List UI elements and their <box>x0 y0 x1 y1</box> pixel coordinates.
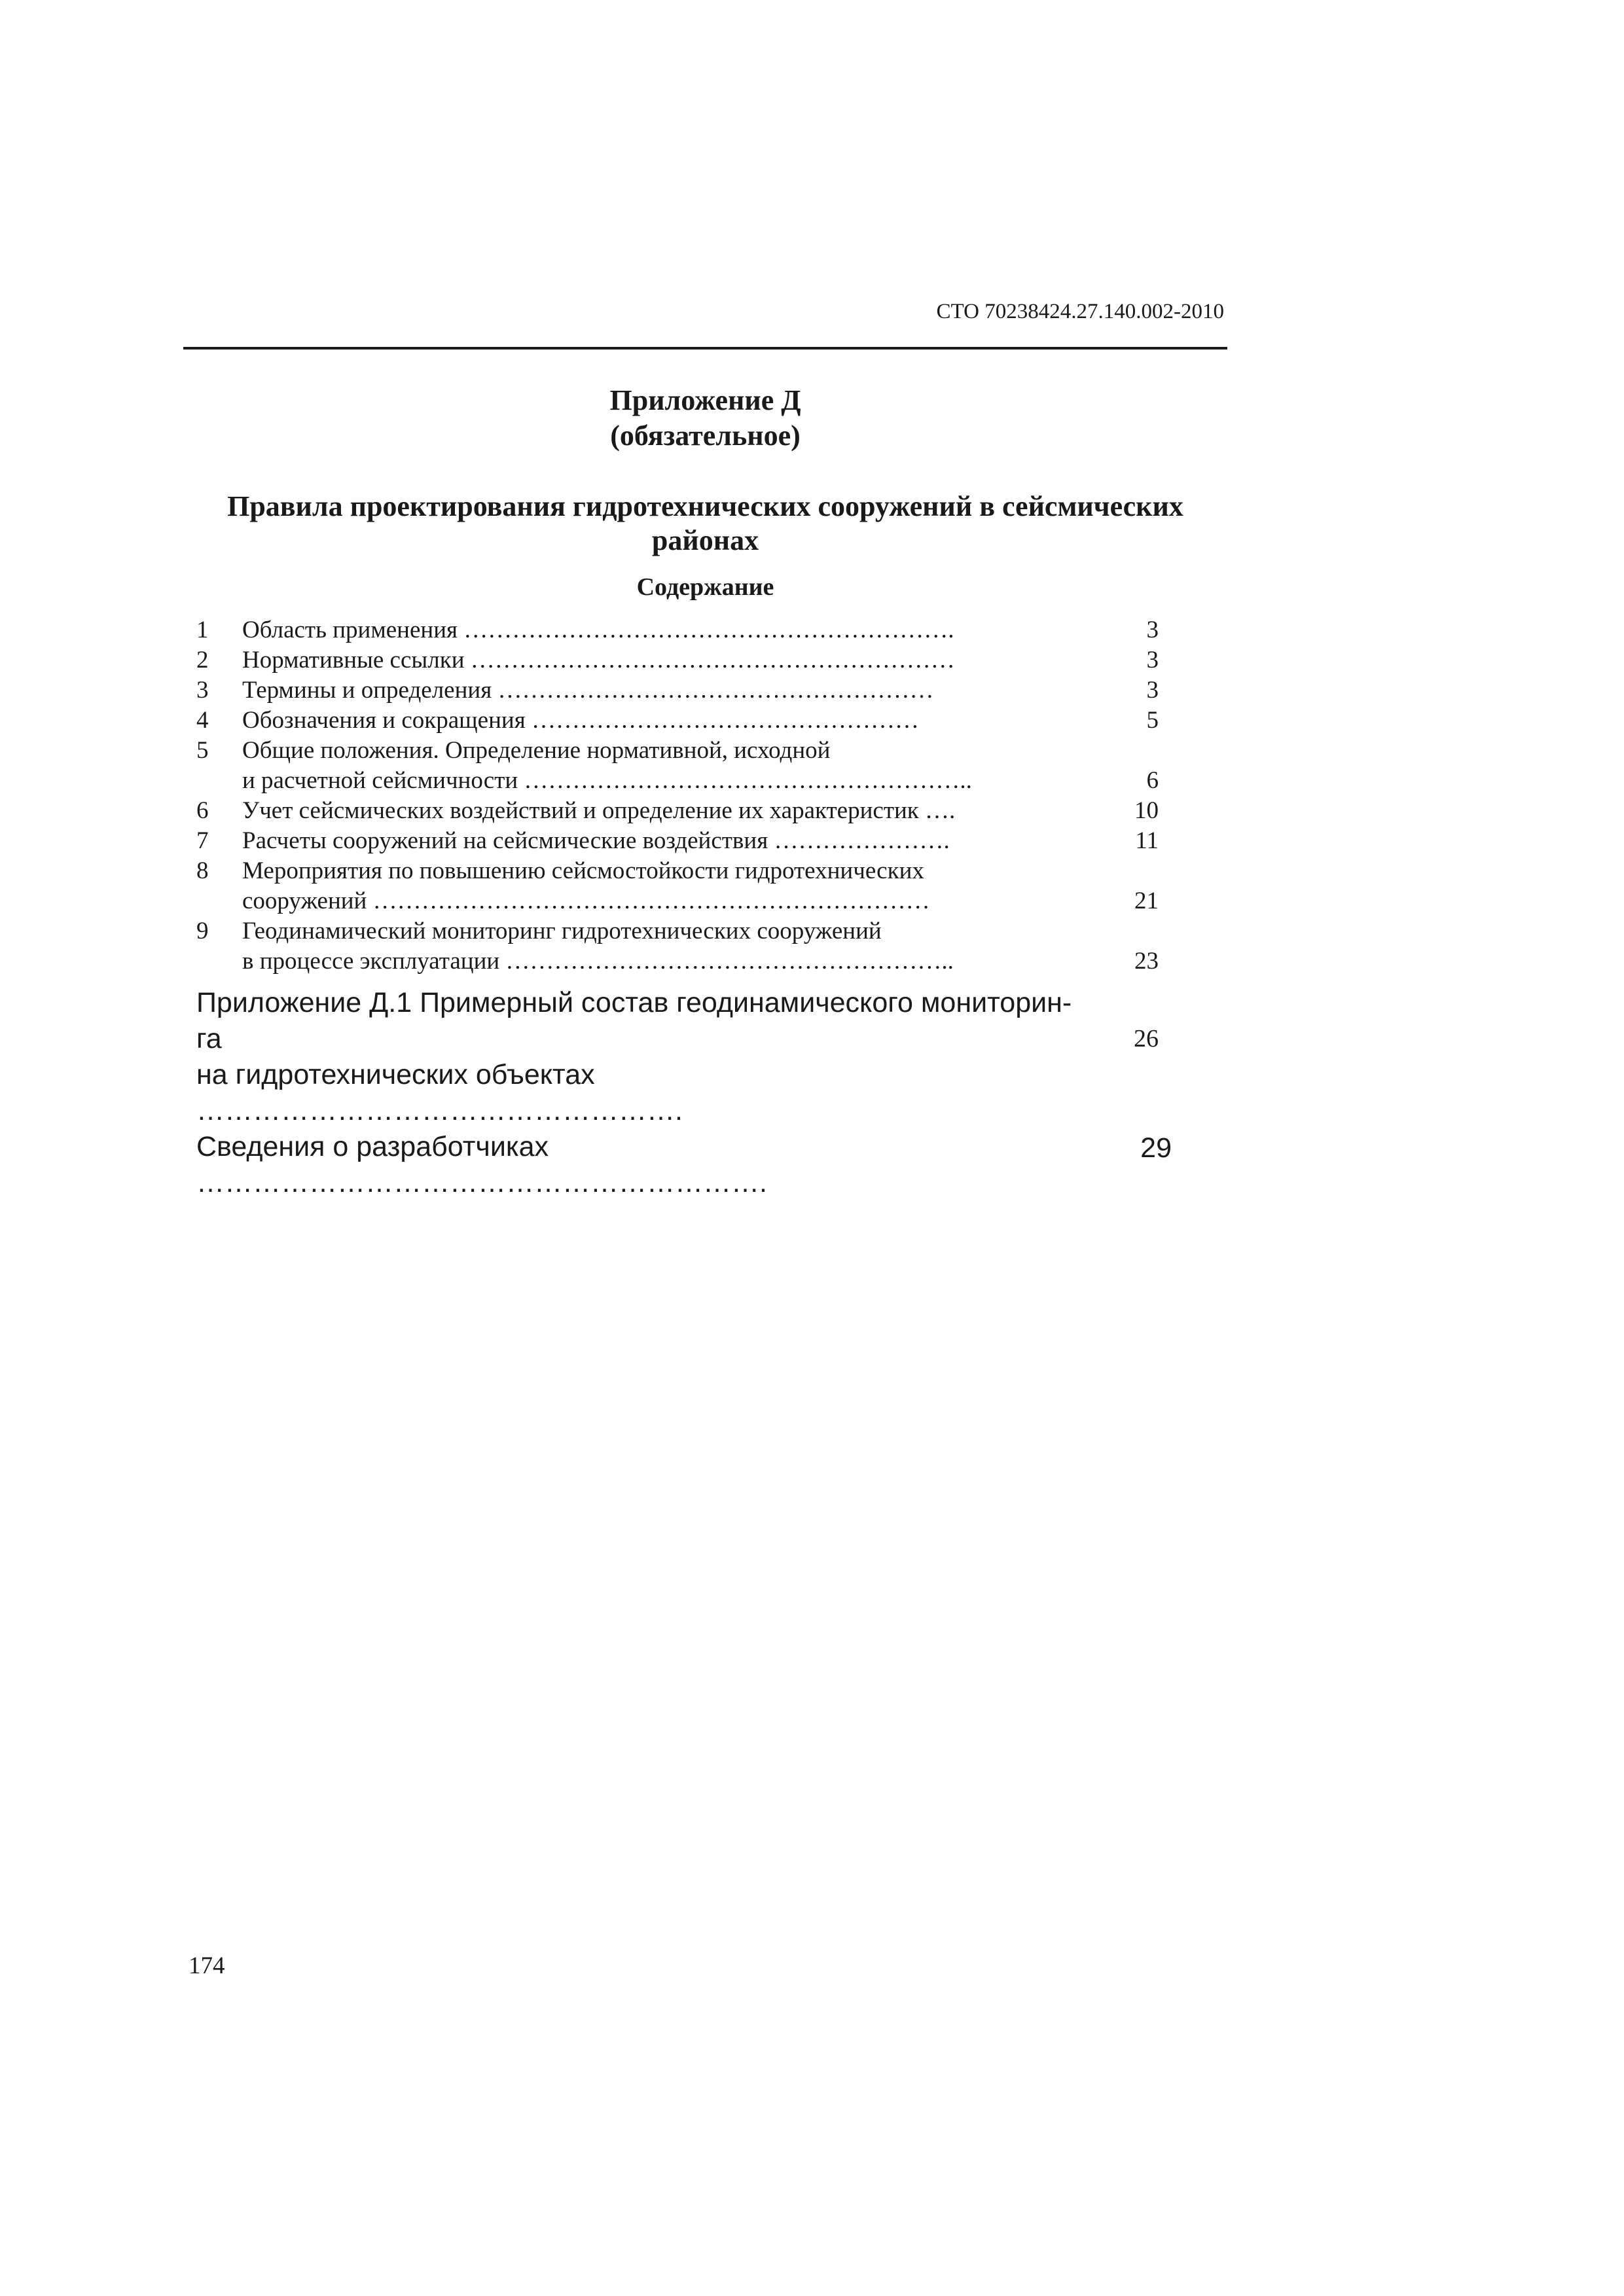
main-title-line-2: районах <box>651 524 759 556</box>
toc-item-text: Мероприятия по повышению сейсмостойкости гидротехнических сооружений …………………………………………………………… <box>242 857 930 914</box>
toc-item-7[interactable] <box>196 826 1178 856</box>
main-title-line-1: Правила проектирования гидротехнических сооружений в сейсмических <box>227 490 1183 522</box>
document-code: СТО 70238424.27.140.002-2010 <box>936 300 1224 323</box>
toc-item-1[interactable] <box>196 615 1178 645</box>
toc-item-text: Термины и определения ……………………………………………… <box>242 677 934 704</box>
toc-item-9[interactable] <box>196 916 1178 977</box>
toc-item-text: Обозначения и сокращения ………………………………………… <box>242 707 919 734</box>
toc-item-page: 5 <box>1146 707 1159 734</box>
table-of-contents <box>196 615 1178 977</box>
toc-item-text: Общие положения. Определение нормативной, исходной и расчетной сейсмичности ……………………………………………….. <box>242 737 972 794</box>
toc-item-8[interactable] <box>196 856 1178 916</box>
toc-item-number: 5 <box>196 737 209 764</box>
toc-item-page: 3 <box>1146 617 1159 643</box>
toc-item-number: 3 <box>196 677 209 704</box>
toc-item-text: Нормативные ссылки …………………………………………………… <box>242 647 955 673</box>
toc-item-number: 7 <box>196 827 209 854</box>
toc-appendix-d1-page: 26 <box>1134 1025 1159 1052</box>
toc-developers-text: Сведения о разработчиках ……………………………………………………. <box>196 1131 767 1198</box>
toc-item-number: 4 <box>196 707 209 734</box>
toc-item-6[interactable] <box>196 796 1178 826</box>
toc-item-page: 11 <box>1135 827 1159 854</box>
header-rule <box>183 347 1227 350</box>
toc-item-number: 9 <box>196 918 209 944</box>
toc-item-number: 8 <box>196 857 209 884</box>
toc-item-page: 23 <box>1134 948 1159 975</box>
page-number: 174 <box>189 1952 225 1979</box>
toc-appendix-d1[interactable] <box>196 985 1178 1129</box>
toc-developers[interactable] <box>196 1129 1178 1201</box>
toc-item-text: Учет сейсмических воздействий и определение их характеристик …. <box>242 797 956 824</box>
toc-item-text: Геодинамический мониторинг гидротехнических сооружений в процессе эксплуатации ……………………………………………….. <box>242 918 954 975</box>
toc-item-page: 3 <box>1146 677 1159 704</box>
toc-item-number: 1 <box>196 617 209 643</box>
contents-title: Содержание <box>636 573 774 601</box>
toc-item-2[interactable] <box>196 645 1178 675</box>
toc-item-page: 10 <box>1134 797 1159 824</box>
appendix-title: Приложение Д <box>609 384 801 416</box>
toc-item-text: Область применения ……………………………………………………. <box>242 617 954 643</box>
toc-item-4[interactable] <box>196 706 1178 736</box>
toc-developers-page: 29 <box>1140 1132 1172 1164</box>
toc-item-page: 6 <box>1146 767 1159 794</box>
toc-item-5[interactable] <box>196 736 1178 796</box>
toc-appendix-d1-text: Приложение Д.1 Примерный состав геодинамического мониторин- га на гидротехнических объектах ……………………………………………. <box>196 987 1072 1126</box>
main-title <box>183 490 1227 558</box>
toc-item-text: Расчеты сооружений на сейсмические воздействия …………………. <box>242 827 950 854</box>
toc-item-3[interactable] <box>196 675 1178 706</box>
toc-item-page: 21 <box>1134 888 1159 914</box>
toc-item-number: 2 <box>196 647 209 673</box>
appendix-status: (обязательное) <box>610 420 801 452</box>
toc-item-page: 3 <box>1146 647 1159 673</box>
toc-item-number: 6 <box>196 797 209 824</box>
